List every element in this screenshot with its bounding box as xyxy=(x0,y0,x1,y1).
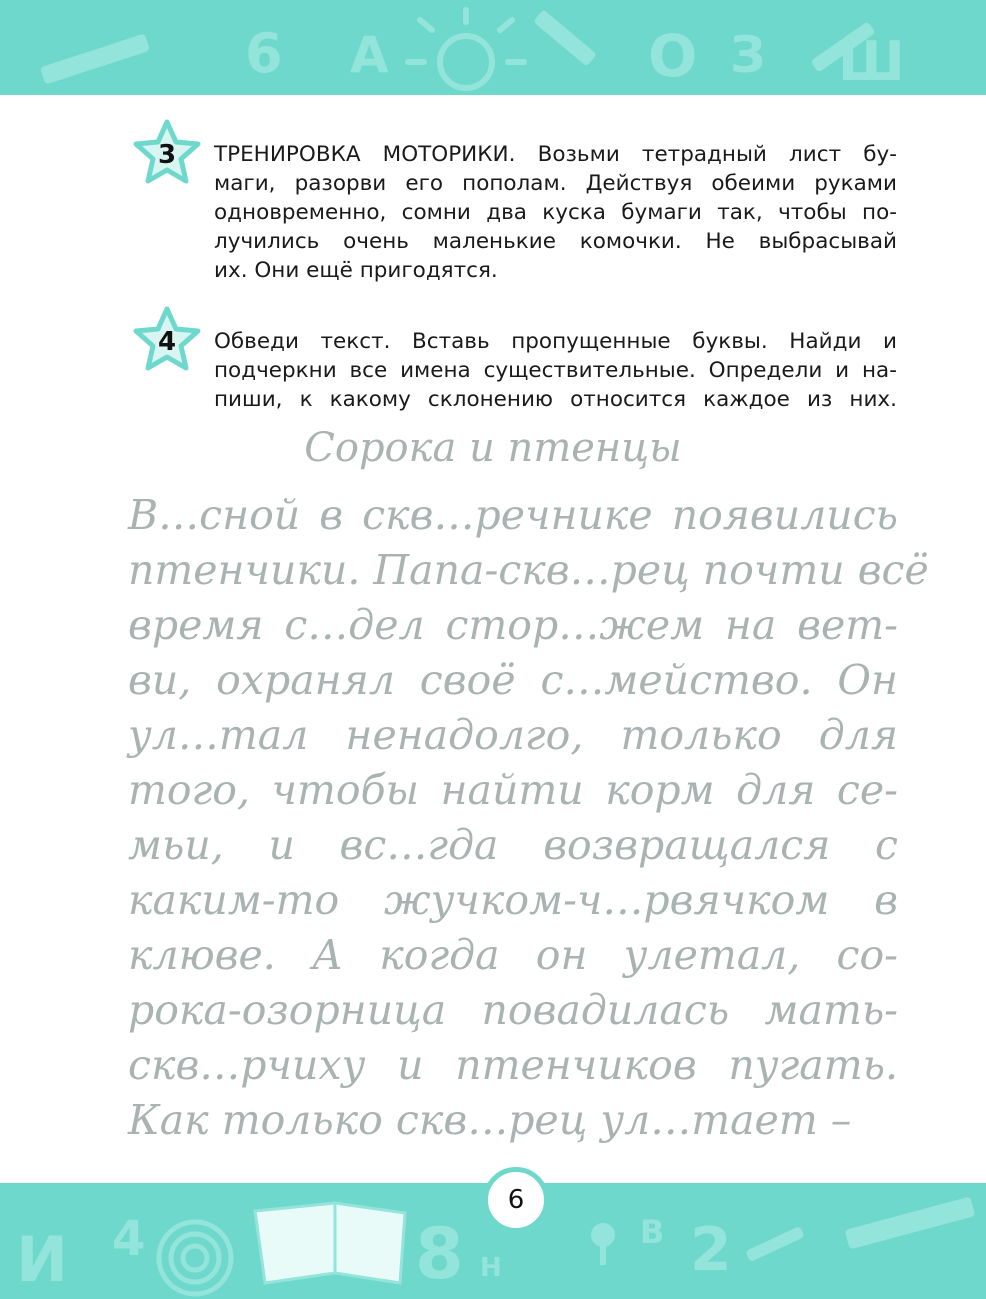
decor-letter-v: В xyxy=(640,1213,665,1251)
task-3-text xyxy=(214,140,897,285)
decor-letter-6: 6 xyxy=(245,22,283,85)
script-line: ви, охранял своё с…мейство. Он xyxy=(128,656,898,704)
top-decor-band xyxy=(0,0,986,95)
decor-letter-o: О xyxy=(648,22,698,90)
decor-letter-i: И xyxy=(16,1223,68,1296)
script-line: В…сной в скв…речнике появились xyxy=(128,491,898,539)
page-number: 6 xyxy=(483,1167,549,1233)
script-line: того, чтобы найти корм для се- xyxy=(128,766,898,814)
task-4-line: Обведи текст. Вставь пропущенные буквы. Найди и xyxy=(214,329,897,354)
script-line: каким-то жучком-ч…рвячком в xyxy=(128,876,898,924)
decor-digit-2: 2 xyxy=(690,1215,732,1285)
script-line: мьи, и вс…гда возвращался с xyxy=(128,821,898,869)
task-4-line: подчеркни все имена существительные. Определи и на- xyxy=(214,358,897,383)
script-line: клюве. А когда он улетал, со- xyxy=(128,931,898,979)
decor-digit-4: 4 xyxy=(112,1211,146,1267)
script-line: Как только скв…рец ул…тает – xyxy=(128,1096,852,1144)
task-4-number: 4 xyxy=(157,327,177,357)
decor-letter-n: Н xyxy=(480,1253,502,1283)
task-3-line: лучились очень маленькие комочки. Не выбрасывай xyxy=(214,229,897,254)
task-3-line: одновременно, сомни два куска бумаги так, чтобы по- xyxy=(214,200,897,225)
script-text xyxy=(128,488,929,1148)
decor-letter-sh: Ш xyxy=(838,30,905,93)
task-3-line: их. Они ещё пригодятся. xyxy=(214,258,498,283)
task-3-star-icon xyxy=(132,118,202,188)
task-4-line: пиши, к какому склонению относится каждое из них. xyxy=(214,387,897,412)
decor-letter-z: З xyxy=(730,26,766,84)
task-3-line: ТРЕНИРОВКА МОТОРИКИ. Возьми тетрадный лист бу- xyxy=(214,142,897,167)
script-line: ул…тал ненадолго, только для xyxy=(128,711,898,759)
task-3-line: маги, разорви его пополам. Действуя обеими руками xyxy=(214,171,897,196)
decor-letter-a: А xyxy=(350,26,389,84)
decor-digit-8: 8 xyxy=(415,1213,464,1295)
script-line: рока-озорница повадилась мать- xyxy=(128,986,898,1034)
script-title: Сорока и птенцы xyxy=(304,425,682,471)
script-line: время с…дел стор…жем на вет- xyxy=(128,601,898,649)
script-line: птенчики. Папа-скв…рец почти всё xyxy=(128,546,929,594)
task-4-star-icon xyxy=(132,305,202,375)
task-3-number: 3 xyxy=(157,140,177,170)
script-line: скв…рчиху и птенчиков пугать. xyxy=(128,1041,898,1089)
task-4-text xyxy=(214,327,897,414)
